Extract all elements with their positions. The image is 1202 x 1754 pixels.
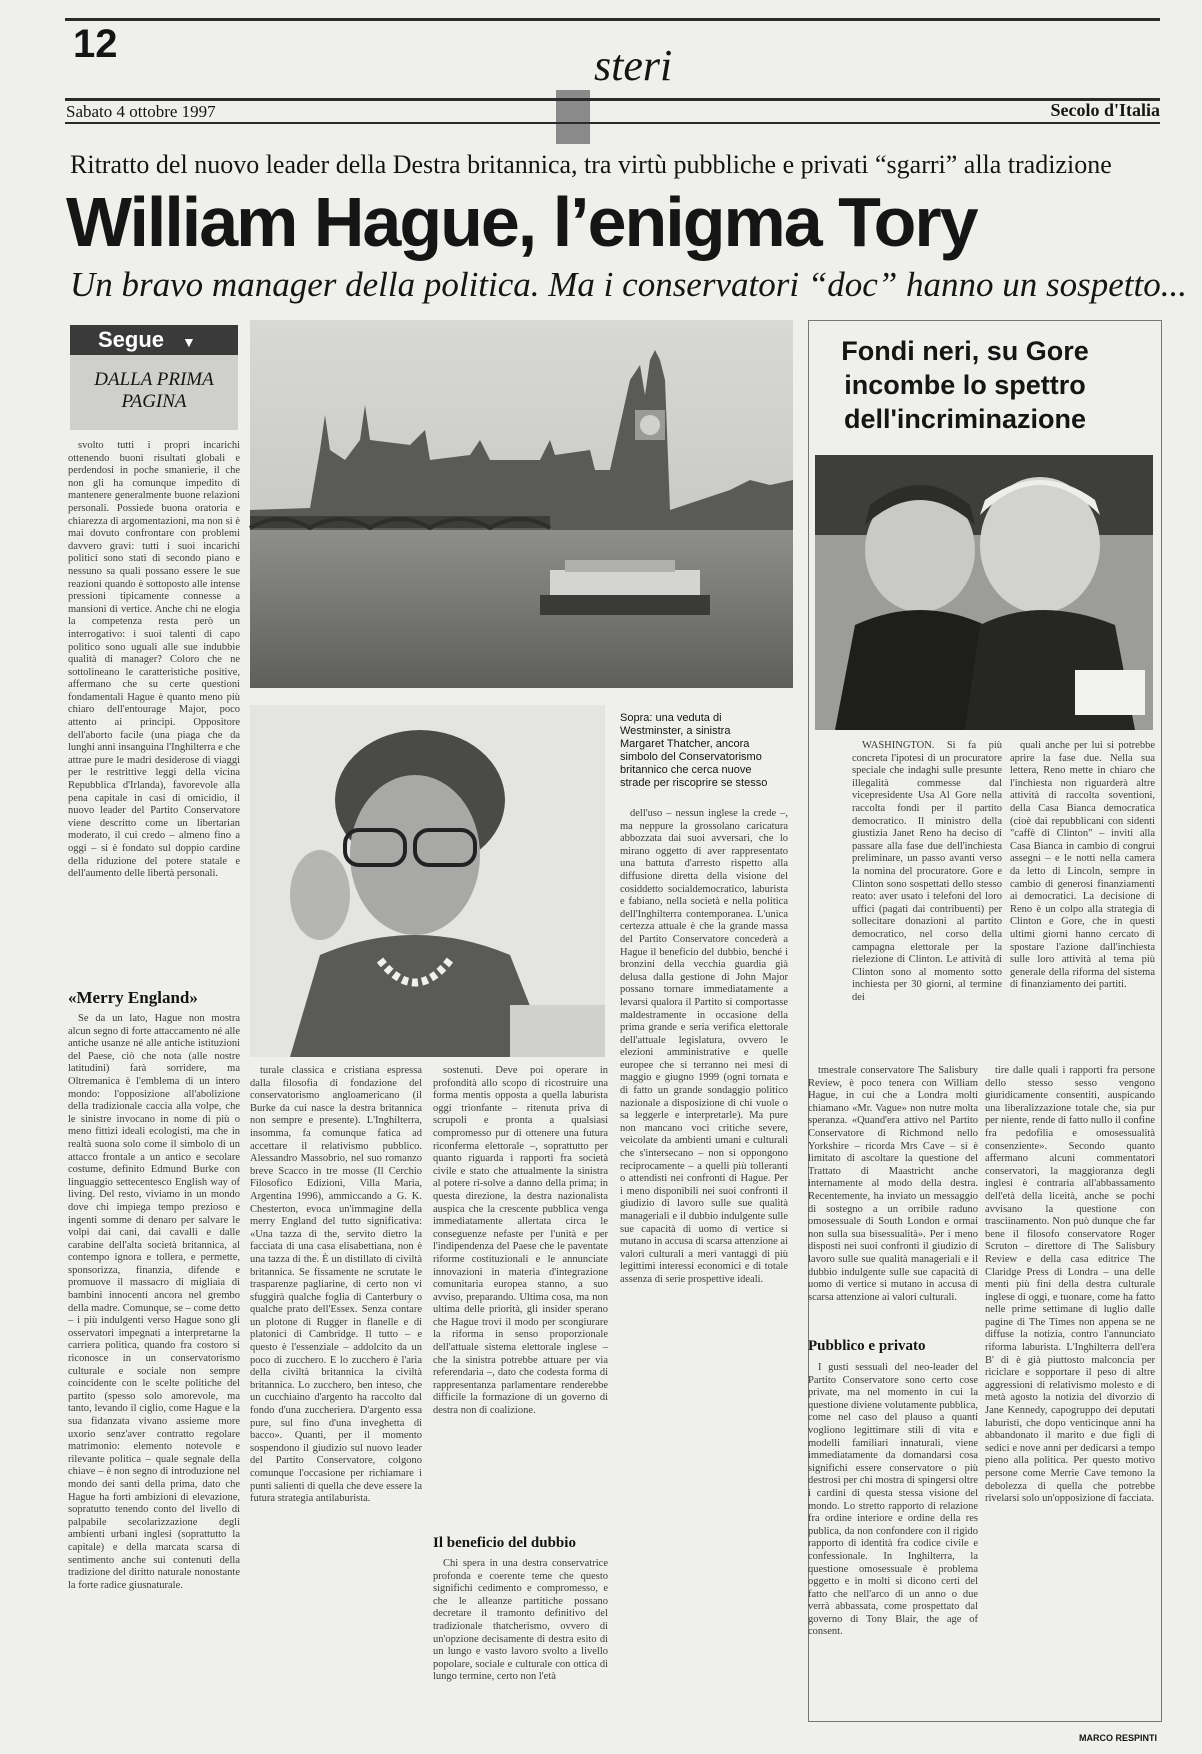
sidebar-column-right <box>1010 740 1155 1040</box>
article-column-mid <box>620 808 788 1285</box>
article-column-4b <box>808 1362 978 1735</box>
thatcher-photo <box>250 705 605 1057</box>
westminster-image <box>250 320 793 688</box>
column-4b-text: I gusti sessuali del neo-leader del Partito Conservatore sono certo cose private, ma nel momento in cui la questione diviene volutamente pubblica, come nel caso del plauso a quanti vogliono legittimare stili di vita e modelli familiari innaturali, viene immediatamente da domandarsi cosa significhi essere conservatore o più destrosi per chi mostra di spingersi oltre i cardini di questa stessa visione del mondo. Lo stretto rapporto di relazione fra ordine interiore e ordine della res publica, da non confondere con il rigido rapporto di identità fra codice civile e confessionale. In Inghilterra, la questione omosessuale è problema oggetto e in molti si dicono certi del fatto che nell'arco di un anno o due verrà abbassata, come prospettato dal governo di Tony Blair, the age of consent. <box>808 1362 978 1638</box>
article-column-1b <box>68 1013 240 1735</box>
segue-label: Segue <box>98 327 165 352</box>
merry-england-subhead: «Merry England» <box>68 988 198 1007</box>
beneficio-subhead: Il beneficio del dubbio <box>433 1535 576 1551</box>
from-front-page-box: DALLA PRIMA PAGINA <box>70 355 238 430</box>
sidebar-title: Fondi neri, su Gore incombe lo spettro dell'incriminazione <box>841 336 1089 434</box>
column-3b-text: Chi spera in una destra conservatrice profonda e coerente teme che questo significhi cedimento e compromesso, e che le alleanze partitiche possano decretare il tramonto definitivo del tradizionale thatcherismo, ovvero di un'opzione decisamente di destra esito di un lungo e vasto lavoro svolto a livello popolare, sociale e culturale con ottica di lungo termine, certo non l'età <box>433 1558 608 1683</box>
article-column-3b <box>433 1558 608 1735</box>
dateline: Sabato 4 ottobre 1997 <box>66 102 216 121</box>
sidebar-left-text: WASHINGTON. Si fa più concreta l'ipotesi di un procuratore speciale che indaghi sulle presunte illegalità commesse dal vicepresidente Usa Al Gore nella raccolta fondi per il partito democratico. Il ministro della giustizia Janet Reno ha deciso di passare alla fase due dell'inchiesta preliminare, un passo avanti verso la nomina del procuratore. Gore e Clinton sono sospettati dello stesso reato: aver usato i telefoni del loro uffici (pagati dai contribuenti) per sollecitare donazioni al partito democratico, nel corso della campagna elettorale per la rielezione di Clinton. Le attività di Clinton sono al momento sotto inchiesta per 30 giorni, al termine dei <box>852 740 1002 1003</box>
page-number: 12 <box>73 22 118 66</box>
photo-caption: Sopra: una veduta di Westminster, a sinistra Margaret Thatcher, ancora simbolo del Conservatorismo britannico che cerca nuove strade per riscoprire se stesso <box>620 712 768 789</box>
column-2-text: turale classica e cristiana espressa dalla filosofia di fondazione del conservatorismo angloamericano (il Burke da cui nasce la destra britannica non sempre e presente). L'Inghilterra, insomma, fa comunque fatica ad accettare il relativismo pubblico. Alessandro Massobrio, nel suo romanzo breve Scacco in tre mosse (Il Cerchio Filosofico Edizioni, Villa Maria, Argentina 1996), ammiccando a G. K. Chesterton, evoca un'immagine della merry England del tutto significativa: «Una tazza di the, servito dietro la facciata di una casa elisabettiana, non è una tazza di the. È un distillato di civiltà britannica. Se fissamente ne scrutate le trasparenze pagliarine, di certo non vi sfuggirà qualche foglia di Canterbury o qualche prato dell'Essex. Senza contare un plotone di Rugger in flanelle e di platonici di Cambridge. Il tutto – e questo è l'essenziale – addolcito da un poco di zucchero. E lo zucchero è l'aria della civiltà britannica la civiltà britannica. Lo zucchero, ben inteso, che un cucchiaino d'argento ha raccolto dal fondo d'una zuccheriera. D'argento essa pure, sul fino d'una inveghetta di bacco». Quanti, per il momento sospendono il giudizio sul nuovo leader del Partito Conservatore, colgono comunque l'occasione per richiamare i punti salienti di quella che deve essere la futura strategia antilaburista. <box>250 1065 422 1505</box>
column-1b-text: Se da un lato, Hague non mostra alcun segno di forte attaccamento né alle antiche usanze né alle antiche istituzioni del Paese, ciò che nota (alle nostre latitudini) farà sorridere, ma Oltremanica è l'emblema di un intero mondo: l'opposizione all'abolizione della tradizionale caccia alla volpe, che le sinistre invocano in nome di più o meno fittizi ideali ecologisti, ma che in realtà suona solo come il simbolo di un attacco frontale a un antico e secolare costume, definito Edmund Burke con linguaggio settecentesco English way of living. Del resto, viviamo in un mondo dove chi impiega tempo prezioso e ingenti somme di denaro per salvare le volpi dai cani, dai cavalli e dalle carabine dell'alta società britannica, al contempo ignora e tollera, e permette, sponsorizza, finanzia, difende e promuove il massacro di migliaia di bambini innocenti ancora nel grembo della madre. Comunque, se – come detto – i più indulgenti verso Hague sono gli osservatori impegnati a interpretarne la carriera politica, quando fra costoro si riconosce in un conservatorismo culturale e sociale non sempre coincidente con le scelte politiche del partito (spesso solo amorevole, ma tanto, levando il ciglio, come Hague e la sua fidanzata vivano assieme more uxorio senz'aver contratto regolare matrimonio: elemento notevole e rilevante politica – quale segnale della chiave – è non segno di introduzione nel mondo dei santi della prima, dato che Hague ha forti ambizioni di elevazione, sopratutto tenendo conto del livello di palpabile secolarizzazione degli ambienti urbani inglesi (soprattutto la capitale) e della marcata scarsa di sentimento anche sui contenuti della tradizione del diritto naturale nonostante la forte radice giusnaturale. <box>68 1013 240 1591</box>
gore-clinton-image <box>815 455 1153 730</box>
section-initial-block: E <box>556 90 590 144</box>
masthead: Secolo d'Italia <box>1050 100 1160 120</box>
sidebar-column-left <box>852 740 1002 1040</box>
article-byline: MARCO RESPINTI <box>1078 1733 1157 1743</box>
article-kicker: Ritratto del nuovo leader della Destra britannica, tra virtù pubbliche e privati “sgarri” alla tradizione <box>70 150 1112 179</box>
westminster-photo <box>250 320 793 688</box>
section-title-text: steri <box>594 41 673 90</box>
triangle-down-icon: ▼ <box>182 334 196 350</box>
segue-banner <box>70 325 238 355</box>
article-subhead: Un bravo manager della politica. Ma i conservatori “doc” hanno un sospetto... <box>70 265 1188 304</box>
pubblico-subhead: Pubblico e privato <box>808 1338 926 1354</box>
sidebar-right-text: quali anche per lui si potrebbe aprire la fase due. Nella sua lettera, Reno mette in chiaro che l'inchiesta non riguarderà altre attività di raccolta soventioni, della Casa Bianca democratica (cioè dai repubblicani con sidenti "caffè di Clinton" – inviti alla Casa Bianca in cambio di congrui assegni – e le notti nella camera da letto di Lincoln, sempre in cambio di generosi finanziamenti ai democratici. La decisione di Reno è un colpo alla strategia di Clinton e Gore, che in questi ultimi giorni hanno cercato di spostare l'azione dall'inchiesta sulle loro attività al tema più generale della riforma del sistema di finanziamento dei partiti. <box>1010 740 1155 991</box>
article-column-1 <box>68 440 240 978</box>
article-column-2 <box>250 1065 422 1735</box>
thatcher-image <box>250 705 605 1057</box>
article-column-5 <box>985 1065 1155 1725</box>
article-headline: William Hague, l’enigma Tory <box>66 183 977 261</box>
top-rule <box>65 18 1160 21</box>
header-rule-bottom <box>65 122 1160 124</box>
column-5-text: tire dalle quali i rapporti fra persone dello stesso sesso vengono giuridicamente consentiti, auspicando una liberalizzazione totale che, sia pur per niente, rende di fatto nullo il confine fra pedofilia e omosessualità consenziente». Secondo quanto affermano alcuni commentatori conservatori, la maggioranza degli inglesi è contraria all'abbassamento dell'età della liceità, anche se pochi avvisano la questione con trasciinamento. Non può dunque che far bene il filosofo conservatore Roger Scruton – direttore di The Salisbury Review e della casa editrice The Claridge Press di Londra – una delle menti più fini della destra culturale inglese di oggi, e tuonare, come ha fatto nelle prime settimane di luglio dalle pagine di The Times non appena se ne diffuse la notizia, contro l'annunciato riforma laburista. L'Inghilterra dell'era B' di è già piuttosto malconcia per riciclare e sopportare il peso di altre aggressioni di relativismo molesto e di metà agosto la notizia del divorzio di Jane Kennedy, capogruppo dei deputati laburisti, che dopo venticinque anni ha abbandonato il marito e due figli di sedici e nove anni per dedicarsi a tempo pieno alla politica. Per questo motivo persone come Merrie Cave temono la debolezza di quella che potrebbe rivelarsi solo un'opposizione di facciata. <box>985 1065 1155 1505</box>
article-column-4 <box>808 1065 978 1335</box>
column-4-text: tmestrale conservatore The Salisbury Review, è poco tenera con William Hague, in cui che a Londra molti chiamano «Mr. Vague» non nutre molta speranza. «Quand'era attivo nel Partito Conservatore di Richmond nello Yorkshire – ricorda Mrs Cave – si è limitato di ascoltare la questione del Trattato di Maastricht anche internamente al modo della destra. Recentemente, ha inviato un messaggio di sostegno a un orribile raduno omosessuale di South London e ormai non sulla sua bisessualità». Per i meno disposti nei suoi confronti il giudizio di lavoro sulle sue qualità manageriali e il dubbio indulgente sulle sue capacità di uomo di vertice si mutano in accusa di scarsa attenzione ai valori culturali. <box>808 1065 978 1303</box>
column-mid-text: dell'uso – nessun inglese la crede –, ma neppure la grossolano caricatura abbozzata dai suoi avversari, che lo mirano oggetto di aver rappresentato una battuta d'arresto rispetto alla diffusione diretta della visione del cosiddetto socialdemocratico, laburista e fabiano, nella società e nella politica dell'Inghilterra contemporanea. L'unica certezza attuale è che la grande massa del Partito Conservatore concederà a Hague il beneficio del dubbio, benché i bronzini della vecchia guardia già delusa dalla gestione di John Major possano tornare immediatamente a levarsi qualora il Partito si comportasse maldestramente in occasione della prima grande e seria verifica elettorale dell'attuale legislatura, ovvero le elezioni amministrative e quelle europee che si terranno nei mesi di maggio e giugno 1999 (ogni tornata e di fatto un grande sondaggio politico nazionale a disposizione di chi vuole o sa leggerle e interpretarle). Ma pure non mancano voci critiche severe, veicolate da ambienti umani e culturali che s'intersecano – non si oppongono reciprocamente – a quelli più tolleranti o attendisti nei confronti di Hague. Per i meno disponibili nei suoi confronti il giudizio di lavoro sulle sue qualità manageriali e il dubbio indulgente sulle sue capacità di uomo di vertice si mutano in accusa di scarsa attenzione ai valori culturali a meri vantaggi di più legittimi interessi economici e di totale assenza di serie prospettive ideali. <box>620 808 788 1285</box>
article-column-3 <box>433 1065 608 1525</box>
section-title <box>556 40 672 144</box>
column-3-text: sostenuti. Deve poi operare in profondità allo scopo di ricostruire una forma mentis opposta a quella laburista oggi trionfante – ritenuta priva di scrupoli e pronta a qualsiasi compromesso pur di ottenere una futura riconferma elettorale –, soprattutto per quanto riguarda i rapporti fra società civile e stato che attualmente la sinistra al potere ri-solve a danno della prima; in questa direzione, la destra nazionalista auspica che la crescente pubblica venga immediatamente allertata circa le conseguenze nefaste per l'unità e per l'indipendenza del Paese che le paventate riforme costituzionali e le annunciate innovazioni in materia d'integrazione comunitaria europea stanno, a suo avviso, preparando. Ultima cosa, ma non ultima delle priorità, gli insider sperano che Hague trovi il modo per scongiurare la riforma in senso proporzionale dell'attuale sistema elettorale inglese – che la sinistra potrebbe attuare per via referendaria –, dato che codesta forma di rappresentanza parlamentare renderebbe difficile la formazione di un governo di destra non di coalizione. <box>433 1065 608 1417</box>
header-rule <box>65 98 1160 101</box>
column-1-text: svolto tutti i propri incarichi ottenendo buoni risultati globali e perdendosi in poche smanierie, il che non gli ha comunque impedito di mantenere generalmente buone relazioni personali. Possiede buona oratoria e chiarezza di argomentazioni, ma non si è mai dovuto confrontare con problemi davvero gravi: tutti i suoi incarichi politici sono stati di secondo piano e nessuno sa quali possano essere le sue reazioni quando è sottoposto alle intense pressioni tipicamente connesse a mansioni di vertice. Anche chi ne elogia la competenza resta però un interrogativo: i suoi talenti di capo politico sono uguali alle sue indubbie qualità di manager? Coloro che ne sottolineano le caratteristiche positive, affermano che su certe questioni fondamentali Hague è quanto meno più chiaro dell'entourage Major, poco attento ai principi. Oppositore dell'aborto facile (una piaga che da lunghi anni insanguina l'Inghilterra e che attrae pure le madri desiderose di viaggi per le restrittive leggi della vicina Repubblica d'Irlanda), favorevole alla pena capitale in casi di omicidio, il nuovo leader del Partito Conservatore viene descritto come un libertarian moderato, il cui credo – almeno fino a oggi – si è fondato sul doppio cardine della riduzione del potere statale e dell'aumento delle libertà personali. <box>68 440 240 880</box>
gore-clinton-photo <box>815 455 1153 730</box>
